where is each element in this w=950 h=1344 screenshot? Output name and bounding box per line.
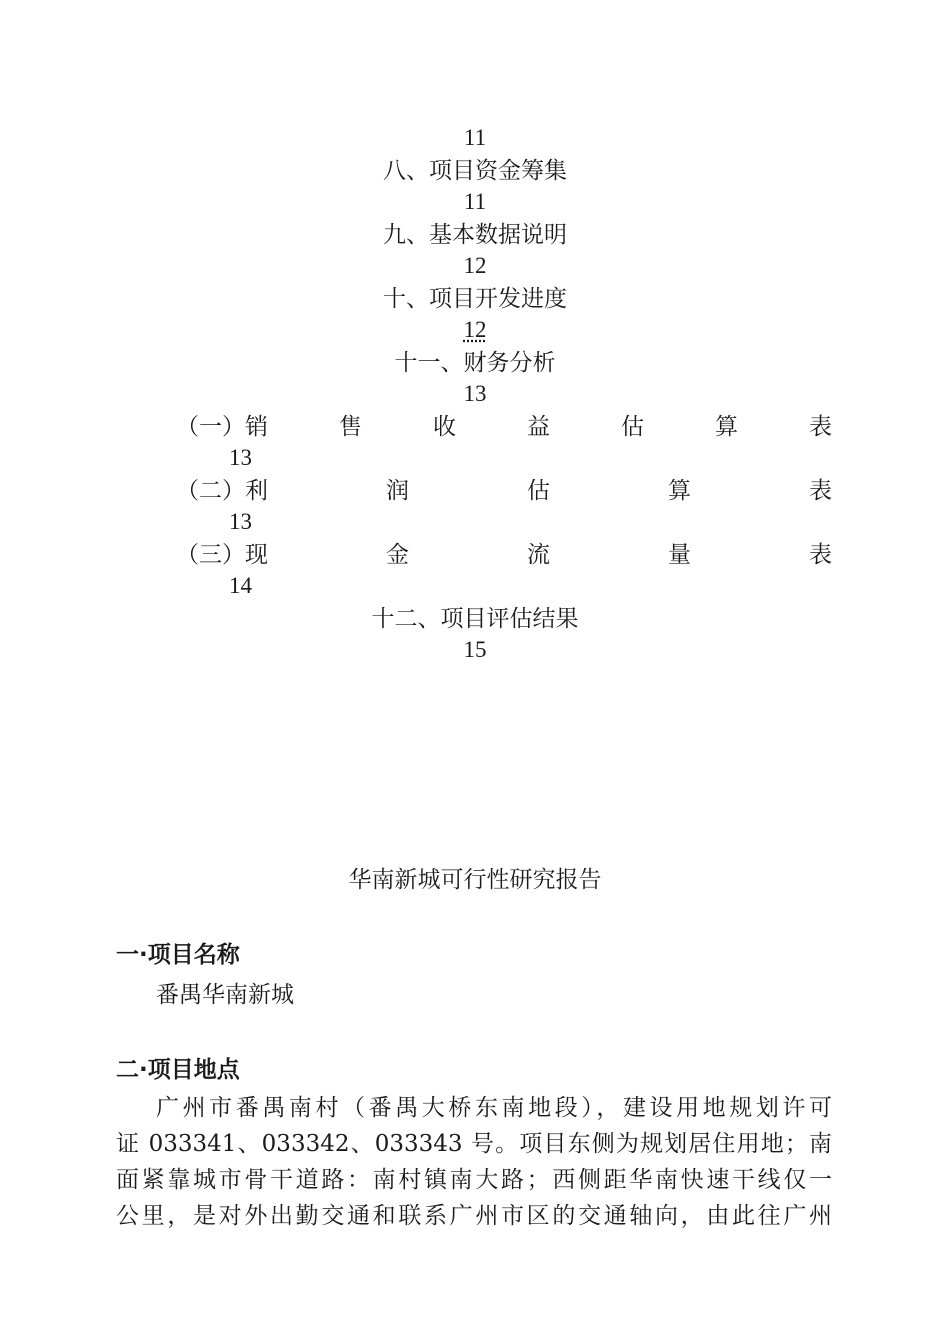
section-heading-project-name: 一·项目名称: [116, 942, 240, 968]
toc-page-number: 13: [229, 445, 252, 470]
section-heading-project-location: 二·项目地点: [116, 1057, 240, 1083]
toc-label-part: 算: [668, 478, 691, 504]
toc-page-number: 11: [463, 125, 487, 150]
toc-page-number: 11: [463, 189, 487, 214]
toc-label-part: 益: [527, 414, 550, 440]
toc-page-number: 14: [229, 573, 252, 598]
toc-label-part: （一）销: [176, 414, 268, 440]
toc-entry-funding[interactable]: 八、项目资金筹集: [383, 158, 567, 184]
section-body-project-name: 番禺华南新城: [156, 982, 294, 1008]
toc-page-number: 15: [463, 637, 487, 662]
toc-page-number: 12: [463, 253, 487, 278]
toc-entry-sales-revenue-table[interactable]: [176, 412, 832, 442]
paragraph-line: 广州市番禺南村（番禺大桥东南地段），建设用地规划许可: [156, 1095, 832, 1121]
toc-label-part: 估: [527, 478, 550, 504]
toc-label-part: （二）利: [176, 478, 268, 504]
toc-page-link[interactable]: 12: [463, 317, 487, 342]
toc-entry-basic-data[interactable]: 九、基本数据说明: [383, 222, 567, 248]
toc-label-part: 算: [715, 414, 738, 440]
toc-label-part: 表: [809, 542, 832, 568]
toc-label-part: 流: [527, 542, 550, 568]
paragraph-line: 面紧靠城市骨干道路：南村镇南大路；西侧距华南快速干线仅一: [116, 1167, 832, 1193]
toc-label-part: 售: [339, 414, 362, 440]
toc-label-part: 表: [809, 478, 832, 504]
toc-label-part: 表: [809, 414, 832, 440]
report-title: 华南新城可行性研究报告: [348, 867, 602, 893]
toc-entry-financial-analysis[interactable]: 十一、财务分析: [394, 350, 556, 376]
toc-label-part: 估: [621, 414, 644, 440]
toc-page-number: 13: [229, 509, 252, 534]
toc-label-part: 润: [386, 478, 409, 504]
paragraph-line: 公里，是对外出勤交通和联系广州市区的交通轴向，由此往广州: [116, 1203, 832, 1229]
toc-entry-schedule[interactable]: 十、项目开发进度: [383, 286, 567, 312]
toc-entry-profit-table[interactable]: [176, 476, 832, 506]
toc-page-number: 13: [463, 381, 487, 406]
toc-label-part: 金: [386, 542, 409, 568]
toc-entry-evaluation-results[interactable]: 十二、项目评估结果: [371, 606, 579, 632]
toc-label-part: 收: [433, 414, 456, 440]
toc-page-number: [0, 315, 950, 345]
paragraph-line: 证 033341、033342、033343 号。项目东侧为规划居住用地；南: [116, 1131, 832, 1157]
section-body-project-location: [116, 1090, 832, 1234]
toc-entry-cash-flow-table[interactable]: [176, 540, 832, 570]
toc-label-part: 量: [668, 542, 691, 568]
toc-label-part: （三）现: [176, 542, 268, 568]
